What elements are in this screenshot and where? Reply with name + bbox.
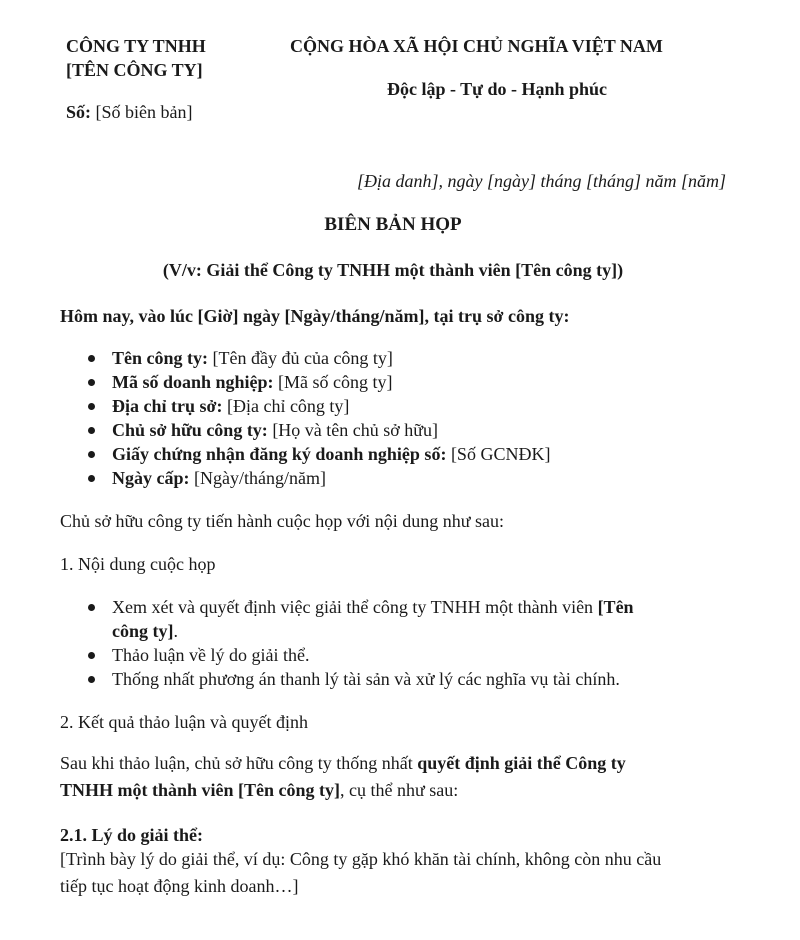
paragraph-text: [Trình bày lý do giải thể, ví dụ: Công ty gặp khó khăn tài chính, không còn nhu cầu — [60, 849, 662, 869]
paragraph-text: tiếp tục hoạt động kinh doanh…] — [60, 876, 299, 896]
document-number-label: Số: — [66, 102, 92, 122]
section-2-1-heading: 2.1. Lý do giải thể: — [60, 825, 204, 845]
list-item — [60, 667, 740, 691]
info-value: [Họ và tên chủ sở hữu] — [272, 420, 439, 440]
info-label: Ngày cấp: — [112, 468, 190, 488]
section-2-1-text — [60, 846, 740, 900]
document-number-value: [Số biên bản] — [95, 102, 193, 122]
info-value: [Địa chỉ công ty] — [226, 396, 350, 416]
agenda-item-text: Thống nhất phương án thanh lý tài sản và xử lý các nghĩa vụ tài chính. — [112, 669, 620, 689]
paragraph-bold: quyết định giải thể Công ty — [417, 753, 626, 773]
list-item — [60, 442, 550, 466]
list-item — [60, 466, 550, 490]
agenda-item-text: Xem xét và quyết định việc giải thể công ty TNHH một thành viên — [112, 597, 594, 617]
list-item — [60, 595, 740, 643]
paragraph-text: Sau khi thảo luận, chủ sở hữu công ty thống nhất — [60, 753, 413, 773]
company-line-2: [TÊN CÔNG TY] — [66, 60, 203, 80]
info-value: [Ngày/tháng/năm] — [194, 468, 326, 488]
company-line-1: CÔNG TY TNHH — [66, 36, 206, 56]
document-subject: (V/v: Giải thể Công ty TNHH một thành viên [Tên công ty]) — [162, 260, 624, 280]
place-date: [Địa danh], ngày [ngày] tháng [tháng] năm [năm] — [356, 171, 726, 191]
list-item — [60, 346, 550, 370]
list-item — [60, 394, 550, 418]
agenda-item-end: . — [173, 621, 178, 641]
info-label: Địa chỉ trụ sở: — [112, 396, 223, 416]
nation-title: CỘNG HÒA XÃ HỘI CHỦ NGHĨA VIỆT NAM — [290, 36, 663, 56]
nation-motto: Độc lập - Tự do - Hạnh phúc — [386, 79, 608, 99]
info-value: [Số GCNĐK] — [450, 444, 551, 464]
paragraph-bold: TNHH một thành viên [Tên công ty] — [60, 780, 341, 800]
agenda-item-bold: công ty] — [112, 621, 174, 641]
info-value: [Mã số công ty] — [278, 372, 393, 392]
section-1-list — [60, 595, 740, 691]
document-number — [66, 100, 193, 124]
company-info-list — [60, 346, 550, 490]
section-2-paragraph — [60, 750, 740, 804]
meeting-intro: Hôm nay, vào lúc [Giờ] ngày [Ngày/tháng/năm], tại trụ sở công ty: — [60, 306, 570, 326]
paragraph-text: , cụ thể như sau: — [340, 780, 459, 800]
list-item — [60, 418, 550, 442]
info-label: Giấy chứng nhận đăng ký doanh nghiệp số: — [112, 444, 447, 464]
owner-meeting-intro: Chủ sở hữu công ty tiến hành cuộc họp với nội dung như sau: — [60, 511, 505, 531]
list-item — [60, 370, 550, 394]
info-value: [Tên đầy đủ của công ty] — [212, 348, 393, 368]
document-title: BIÊN BẢN HỌP — [324, 214, 462, 235]
section-1-heading: 1. Nội dung cuộc họp — [60, 554, 216, 574]
section-2-heading: 2. Kết quả thảo luận và quyết định — [60, 712, 308, 732]
info-label: Mã số doanh nghiệp: — [112, 372, 274, 392]
info-label: Tên công ty: — [112, 348, 208, 368]
company-name-block — [66, 34, 206, 82]
agenda-item-bold: [Tên — [597, 597, 634, 617]
agenda-item-text: Thảo luận về lý do giải thể. — [112, 645, 310, 665]
info-label: Chủ sở hữu công ty: — [112, 420, 268, 440]
list-item — [60, 643, 740, 667]
